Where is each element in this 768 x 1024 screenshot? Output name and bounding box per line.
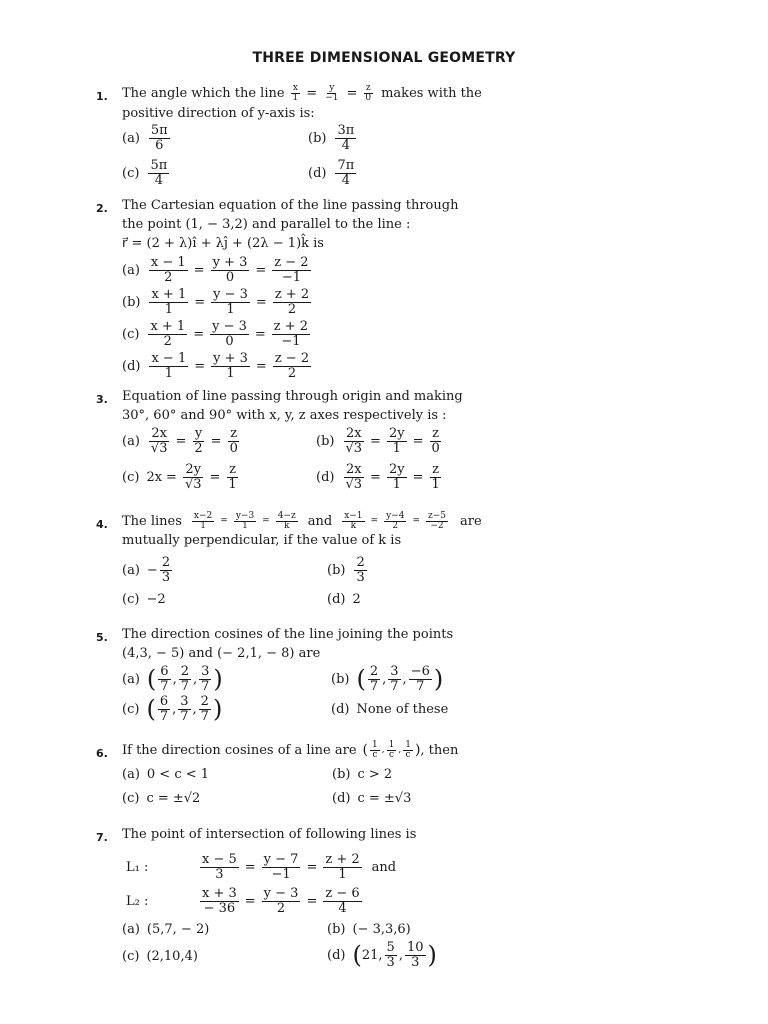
option-d: (d) 2 <box>327 592 361 607</box>
question-number: 1. <box>96 90 108 103</box>
question-stem: The point of intersection of following lines is <box>122 827 417 842</box>
question-number: 7. <box>96 831 108 844</box>
question-number: 6. <box>96 747 108 760</box>
question-stem: The lines $\frac{x-2}{1}$ = $\frac{y-3}{1}$ = $\frac{4-z}{k}$ and $\frac{x-1}{k}$ = $\frac{y-4}{2}$ = $\frac{z-5}{-2}$ are mutually perpendicular, if the value of k is <box>122 511 482 548</box>
option-c: (c) ( 6 7 , 3 7 , 2 7 ) <box>122 694 223 724</box>
option-b: (b) (− 3,3,6) <box>327 922 411 937</box>
option-b: (b) c > 2 <box>332 767 393 782</box>
option-d: (d) 7π 4 <box>308 158 355 188</box>
option-c: (c) $\frac{x + 1}{2}$ = $\frac{y - 3}{0}$ = $\frac{z + 2}{-1}$ <box>122 319 309 349</box>
option-b: (b) 3π 4 <box>308 123 355 153</box>
option-d: (d) None of these <box>331 702 449 717</box>
option-a: (a) ( 6 7 , 2 7 , 3 7 ) <box>122 664 223 694</box>
option-b: (b) $\frac{2x}{√3}$ = $\frac{2y}{1}$ = $\frac{z}{0}$ <box>316 426 440 456</box>
option-a: (a) 0 < c < 1 <box>122 767 210 782</box>
question-stem: Equation of line passing through origin and making 30°, 60° and 90° with x, y, z axes respectively is : <box>122 389 463 423</box>
option-a: (a) − $\frac{2}{3}$ <box>122 555 171 585</box>
line-l1: L₁ : $\frac{x - 5}{3}$ = $\frac{y - 7}{-1}$ = $\frac{z + 2}{1}$ and <box>126 852 397 882</box>
option-a: (a) (5,7, − 2) <box>122 922 210 937</box>
question-stem: If the direction cosines of a line are ( 1 c , 1 c , 1 c ) , then <box>122 740 459 760</box>
option-c: (c) −2 <box>122 592 166 607</box>
option-a: (a) 5π 6 <box>122 123 168 153</box>
option-a: (a) $\frac{x - 1}{2}$ = $\frac{y + 3}{0}$ = $\frac{z - 2}{-1}$ <box>122 255 309 285</box>
question-stem: The angle which the line $\frac{x}{1}$ = $\frac{y}{-1}$ = $\frac{z}{0}$ makes with the positive direction of y-axis is: <box>122 83 482 121</box>
option-d: (d) $\frac{2x}{√3}$ = $\frac{2y}{1}$ = $\frac{z}{1}$ <box>316 462 440 492</box>
option-c: (c) 5π 4 <box>122 158 168 188</box>
option-d: (d) $\frac{x - 1}{1}$ = $\frac{y + 3}{1}$ = $\frac{z - 2}{2}$ <box>122 351 310 381</box>
option-d: (d) ( 21, 5 3 , 10 3 ) <box>327 940 437 970</box>
page-title: THREE DIMENSIONAL GEOMETRY <box>252 50 516 66</box>
option-c: (c) (2,10,4) <box>122 949 198 964</box>
option-c: (c) 2x = $\frac{2y}{√3}$ = $\frac{z}{1}$ <box>122 462 237 492</box>
option-b: (b) ( 2 7 , 3 7 , −6 7 ) <box>331 664 444 694</box>
option-d: (d) c = ±√3 <box>332 791 412 806</box>
question-number: 3. <box>96 393 108 406</box>
option-a: (a) $\frac{2x}{√3}$ = $\frac{y}{2}$ = $\frac{z}{0}$ <box>122 426 238 456</box>
option-c: (c) c = ±√2 <box>122 791 201 806</box>
question-stem: The Cartesian equation of the line passing through the point (1, − 3,2) and parallel to the line : r⃗ = (2 + λ)î + λĵ + (2λ − 1)k̂ is <box>122 198 459 251</box>
line-l2: L₂ : $\frac{x + 3}{- 36}$ = $\frac{y - 3}{2}$ = $\frac{z - 6}{4}$ <box>126 886 360 916</box>
option-b: (b) 2 3 <box>327 555 365 585</box>
question-number: 2. <box>96 202 108 215</box>
question-number: 5. <box>96 631 108 644</box>
question-number: 4. <box>96 518 108 531</box>
question-stem: The direction cosines of the line joining the points (4,3, − 5) and (− 2,1, − 8) are <box>122 627 454 661</box>
option-b: (b) $\frac{x + 1}{1}$ = $\frac{y - 3}{1}$ = $\frac{z + 2}{2}$ <box>122 287 310 317</box>
